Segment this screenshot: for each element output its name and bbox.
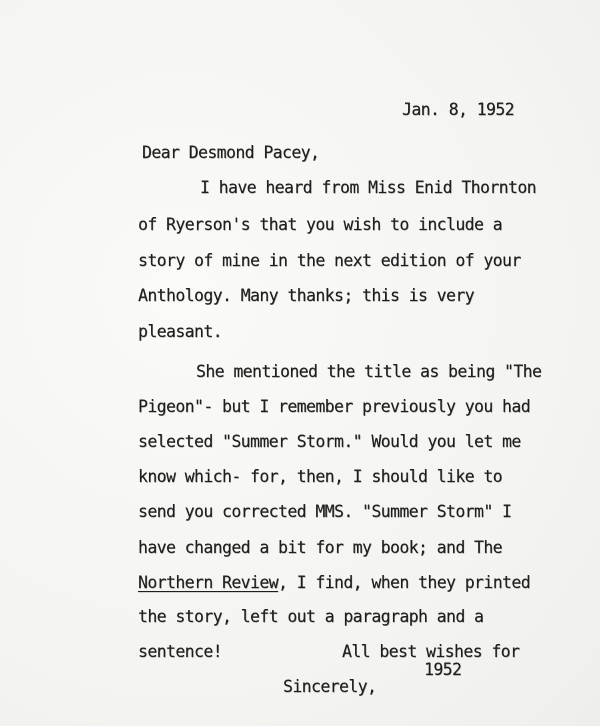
body-line-2: of Ryerson's that you wish to include a — [138, 215, 503, 234]
body-line-12-rest: , I find, when they printed — [278, 573, 531, 592]
magazine-title: Northern Review — [138, 573, 279, 592]
body-line-14: sentence! — [138, 642, 223, 661]
body-line-3: story of mine in the next edition of your — [138, 251, 521, 270]
body-line-6: She mentioned the title as being "The — [196, 362, 542, 381]
body-line-1: I have heard from Miss Enid Thornton — [200, 178, 537, 197]
body-line-7: Pigeon"- but I remember previously you had — [138, 397, 531, 416]
closing-wishes: All best wishes for — [342, 642, 520, 661]
body-line-12 — [138, 573, 530, 592]
letter-date: Jan. 8, 1952 — [402, 100, 515, 119]
closing-year: 1952 — [424, 660, 462, 679]
body-line-9: know which- for, then, I should like to — [138, 467, 503, 486]
body-line-5: pleasant. — [138, 322, 223, 341]
body-line-4: Anthology. Many thanks; this is very — [138, 286, 475, 305]
salutation: Dear Desmond Pacey, — [142, 143, 320, 162]
body-line-10: send you corrected MMS. "Summer Storm" I — [138, 502, 512, 521]
body-line-13: the story, left out a paragraph and a — [138, 607, 484, 626]
closing-sincerely: Sincerely, — [283, 677, 377, 696]
body-line-8: selected "Summer Storm." Would you let me — [138, 432, 521, 451]
body-line-11: have changed a bit for my book; and The — [138, 538, 503, 557]
